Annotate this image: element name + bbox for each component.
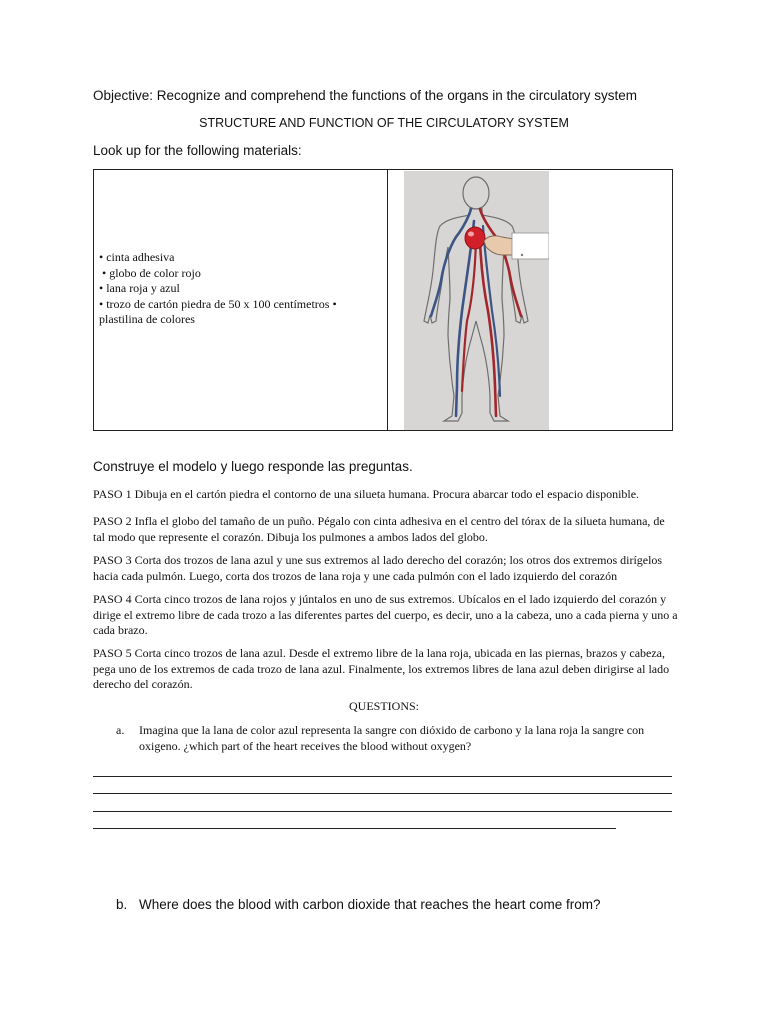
step-4: PASO 4 Corta cinco trozos de lana rojos y júntalos en uno de sus extremos. Ubícalos en el lado izquierdo del corazón y dirige el extremo libre de cada trozo a las diferentes partes del cuerpo, es decir, uno a la cabeza, uno a cada pierna y uno a cada brazo.	[93, 592, 678, 637]
materials-item: plastilina de colores	[99, 312, 195, 326]
step-2: PASO 2 Infla el globo del tamaño de un puño. Pégalo con cinta adhesiva en el centro del tórax de la silueta humana, de tal modo que represente el corazón. Dibuja los pulmones a ambos lados del globo.	[93, 514, 665, 544]
question-b-text: Where does the blood with carbon dioxide that reaches the heart come from?	[139, 897, 601, 912]
answer-line[interactable]	[93, 828, 616, 829]
question-b-marker: b.	[116, 897, 128, 912]
materials-item: • cinta adhesiva	[99, 250, 175, 264]
questions-heading: QUESTIONS:	[348, 699, 419, 713]
step-3: PASO 3 Corta dos trozos de lana azul y une sus extremos al lado derecho del corazón; los otros dos extremos dirígelos hacia cada pulmón. Luego, corta dos trozos de lana roja y une cada pulmón con el lado izquierdo del corazón	[93, 553, 663, 583]
circulatory-system-illustration	[404, 171, 549, 430]
materials-item: • lana roja y azul	[99, 281, 180, 295]
step-1: PASO 1 Dibuja en el cartón piedra el contorno de una silueta humana. Procura abarcar todo el espacio disponible.	[93, 487, 640, 501]
objective-text: Objective: Recognize and comprehend the functions of the organs in the circulatory system	[93, 88, 638, 103]
vein-path	[431, 209, 471, 316]
answer-line[interactable]	[93, 811, 672, 812]
instructions-heading: Construye el modelo y luego responde las preguntas.	[93, 459, 413, 474]
heart-balloon-icon	[465, 227, 485, 249]
body-silhouette	[424, 177, 528, 421]
balloon-highlight	[468, 232, 474, 237]
step-5: PASO 5 Corta cinco trozos de lana azul. Desde el extremo libre de la lana roja, ubicada en las piernas, brazos y cabeza, pega uno de los extremos de cada trozo de lana azul. Finalmente, los extremos libres de lana azul deben dirigirse al lado derecho del corazón.	[93, 646, 670, 691]
vein-path	[456, 221, 474, 416]
materials-heading: Look up for the following materials:	[93, 143, 302, 158]
answer-line[interactable]	[93, 776, 672, 777]
table-divider	[387, 170, 388, 430]
materials-item: • trozo de cartón piedra de 50 x 100 centímetros •	[99, 296, 337, 311]
hand-icon	[484, 233, 549, 259]
page-title: STRUCTURE AND FUNCTION OF THE CIRCULATORY SYSTEM	[199, 116, 569, 130]
human-body-illustration	[404, 171, 549, 430]
materials-list	[99, 250, 349, 328]
question-a-marker: a.	[116, 723, 125, 737]
materials-item: • globo de color rojo	[99, 265, 201, 280]
question-a-text: Imagina que la lana de color azul representa la sangre con dióxido de carbono y la lana roja la sangre con oxigeno. ¿which part of the heart receives the blood without oxygen?	[139, 723, 645, 753]
materials-table	[93, 169, 673, 431]
answer-line[interactable]	[93, 793, 672, 794]
